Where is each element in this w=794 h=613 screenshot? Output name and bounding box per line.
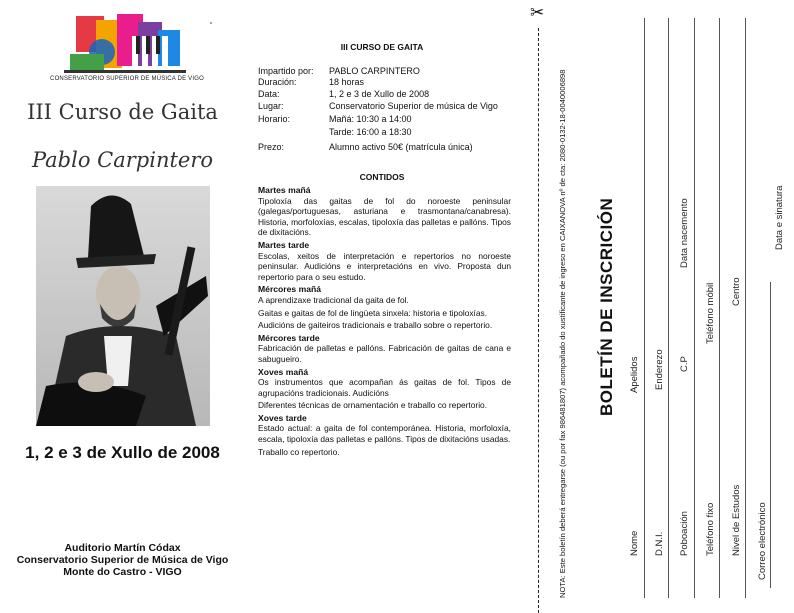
session-heading: Mércores tarde — [258, 332, 320, 343]
field-data-sinatura[interactable]: Data e sinatura — [774, 185, 785, 250]
session-heading: Xoves tarde — [258, 412, 307, 423]
details-title: III CURSO DE GAITA — [340, 42, 424, 52]
venue-line: Conservatorio Superior de Música de Vigo — [16, 554, 229, 566]
session-text: Audicións de gaiteiros tradicionais e traballo sobre o repertorio. — [258, 320, 493, 331]
course-dates: 1, 2 e 3 de Xullo de 2008 — [25, 443, 220, 462]
piper-portrait-photo — [36, 186, 210, 426]
conservatory-logo — [62, 10, 188, 86]
course-title: III Curso de Gaita — [27, 100, 218, 124]
field-enderezo[interactable]: Enderezo — [654, 349, 665, 390]
scissors-icon: ✂ — [530, 3, 545, 22]
session-heading: Xoves mañá — [258, 366, 309, 377]
session-text: Escolas, xeitos de interpretación e repertorios no noroeste peninsular. Audicións e interpretacións en vivo. Proposta dun repertorio para o seu estudo. — [258, 250, 511, 282]
info-key: Horario: — [258, 114, 291, 124]
form-line — [668, 18, 669, 598]
info-key: Impartido por: — [258, 66, 314, 76]
field-telefono-fixo[interactable]: Teléfono fixo — [705, 502, 716, 556]
info-value: 18 horas — [329, 77, 365, 87]
form-line — [644, 18, 645, 598]
info-value: Mañá: 10:30 a 14:00 — [329, 114, 412, 124]
cover-panel — [0, 0, 245, 613]
payment-note: NOTA: Este boletín deberá entregarse (ou por fax 986481807) acompañado do xustificante de ingreso en CAIXANOVA nº de cta: 2080-0132-18-0040006898 — [558, 69, 567, 598]
field-centro[interactable]: Centro — [731, 277, 742, 306]
session-text: Diferentes técnicas de ornamentación e traballo co repertorio. — [258, 400, 488, 411]
info-value: Conservatorio Superior de música de Vigo — [329, 101, 498, 111]
session-heading: Martes tarde — [258, 239, 310, 250]
form-title: BOLETÍN DE INSCRICIÓN — [597, 197, 616, 416]
info-value: Alumno activo 50€ (matrícula única) — [329, 142, 473, 152]
session-text: Gaitas e gaitas de fol de lingüeta sinxela: historia e tipoloxías. — [258, 307, 488, 318]
venue-line: Auditorio Martín Códax — [64, 542, 181, 554]
field-correo[interactable]: Correo electrónico — [757, 502, 768, 580]
session-text: Os instrumentos que acompañan ás gaitas de fol. Tipos de agrupacións tradicionais. Audicións — [258, 377, 511, 398]
info-key: Lugar: — [258, 101, 284, 111]
field-nivel-estudos[interactable]: Nivel de Estudos — [731, 484, 742, 556]
info-key: Duración: — [258, 77, 297, 87]
field-telefono-mobil[interactable]: Teléfono móbil — [705, 282, 716, 344]
teacher-name: Pablo Carpintero — [31, 148, 214, 172]
speck — [210, 22, 212, 24]
info-value: PABLO CARPINTERO — [329, 66, 420, 76]
info-key: Data: — [258, 89, 280, 99]
session-text: Fabricación de palletas e pallóns. Fabricación de gaitas de cana e sabugueiro. — [258, 343, 511, 364]
session-text: A aprendizaxe tradicional da gaita de fol. — [258, 294, 409, 305]
field-apelidos[interactable]: Apelidos — [629, 356, 640, 393]
details-panel — [252, 0, 520, 613]
venue-line: Monte do Castro - VIGO — [63, 566, 182, 578]
field-dni[interactable]: D.N.I. — [654, 531, 665, 556]
session-heading: Martes mañá — [258, 185, 311, 195]
field-nome[interactable]: Nome — [629, 530, 640, 556]
form-line — [770, 282, 771, 588]
form-line — [719, 18, 720, 598]
field-poboacion[interactable]: Poboación — [679, 511, 690, 556]
logo-caption: CONSERVATORIO SUPERIOR DE MÚSICA DE VIGO — [50, 76, 204, 82]
contents-heading: CONTIDOS — [359, 172, 405, 182]
program-schedule — [258, 185, 511, 459]
session-text: Traballo co repertorio. — [258, 446, 340, 457]
form-line — [694, 18, 695, 598]
form-line — [745, 18, 746, 598]
field-cp[interactable]: C.P — [679, 356, 690, 372]
session-text: Tipoloxía das gaitas de fol do noroeste peninsular (galegas/portuguesas, asturiana e trasmontana/canabresa). Historia, morfoloxías, escalas, tipoloxía das palletas e pallóns. Tipos de dixitacións. — [258, 195, 511, 238]
info-value: Tarde: 16:00 a 18:30 — [329, 127, 412, 137]
session-heading: Mércores mañá — [258, 284, 322, 295]
session-text: Estado actual: a gaita de fol contemporánea. Historia, morfoloxía, escala, tipoloxía das palletas e pallóns. Tipos de dixitacións usadas. — [258, 423, 511, 445]
info-key: Prezo: — [258, 142, 285, 152]
field-data-nacemento[interactable]: Data nacemento — [679, 198, 690, 268]
info-value: 1, 2 e 3 de Xullo de 2008 — [329, 89, 430, 99]
